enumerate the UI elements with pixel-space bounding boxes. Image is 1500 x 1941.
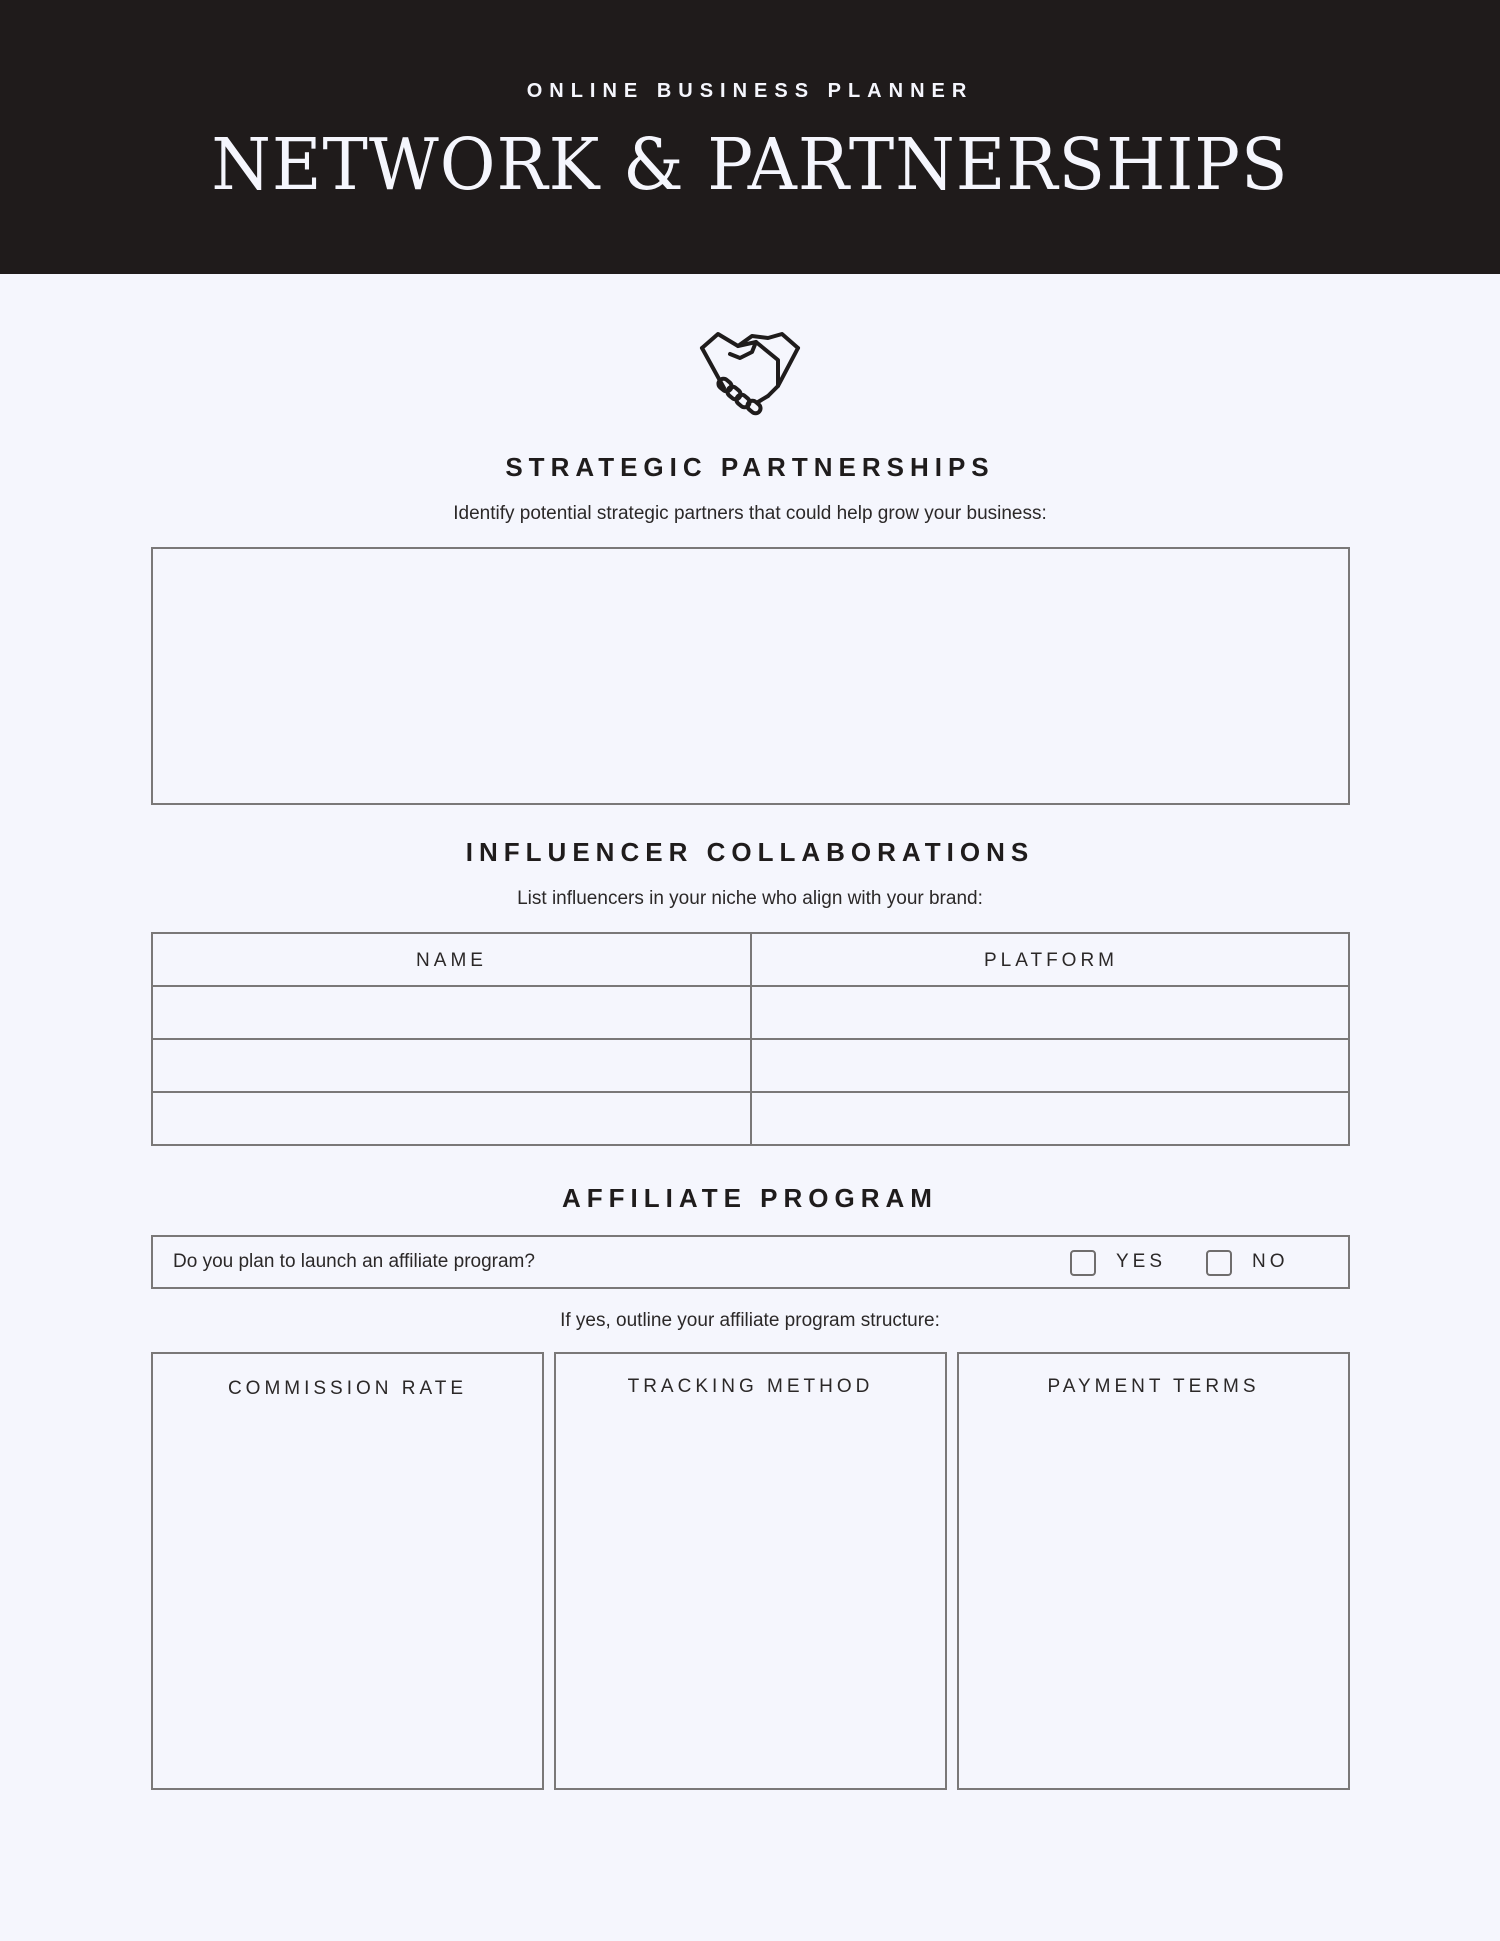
tracking-method-box[interactable] [554,1352,947,1790]
platform-cell[interactable] [752,1093,1350,1146]
platform-cell[interactable] [752,987,1350,1040]
name-cell[interactable] [153,1093,750,1146]
page-header [0,0,1500,274]
commission-rate-box[interactable] [151,1352,544,1790]
payment-terms-box[interactable] [957,1352,1350,1790]
page-title: NETWORK & PARTNERSHIPS [211,124,1289,207]
no-checkbox[interactable] [1206,1250,1232,1276]
tracking-method-label: TRACKING METHOD [627,1376,874,1397]
column-header-platform: PLATFORM [983,949,1119,971]
yes-checkbox[interactable] [1070,1250,1096,1276]
influencer-table [151,932,1350,1146]
planner-kicker: ONLINE BUSINESS PLANNER [526,80,974,102]
column-header-name: NAME [416,949,487,971]
strategic-partnerships-prompt: Identify potential strategic partners that could help grow your business: [453,503,1047,524]
strategic-partnerships-title: STRATEGIC PARTNERSHIPS [505,452,995,482]
affiliate-structure-prompt: If yes, outline your affiliate program structure: [560,1310,940,1331]
table-row [153,987,1348,1040]
yes-label: YES [1116,1251,1167,1272]
handshake-icon [694,326,806,422]
table-header-row [153,934,1348,987]
affiliate-question: Do you plan to launch an affiliate program? [173,1251,535,1272]
strategic-partners-field[interactable] [151,547,1350,805]
influencer-collaborations-prompt: List influencers in your niche who align with your brand: [517,888,983,909]
affiliate-program-title: AFFILIATE PROGRAM [562,1183,938,1213]
table-row [153,1040,1348,1093]
table-row [153,1093,1348,1146]
influencer-collaborations-title: INFLUENCER COLLABORATIONS [465,837,1035,867]
platform-cell[interactable] [752,1040,1350,1093]
affiliate-question-row [151,1235,1350,1289]
payment-terms-label: PAYMENT TERMS [1047,1376,1260,1397]
commission-rate-label: COMMISSION RATE [227,1378,468,1399]
no-label: NO [1252,1251,1289,1272]
name-cell[interactable] [153,987,750,1040]
name-cell[interactable] [153,1040,750,1093]
